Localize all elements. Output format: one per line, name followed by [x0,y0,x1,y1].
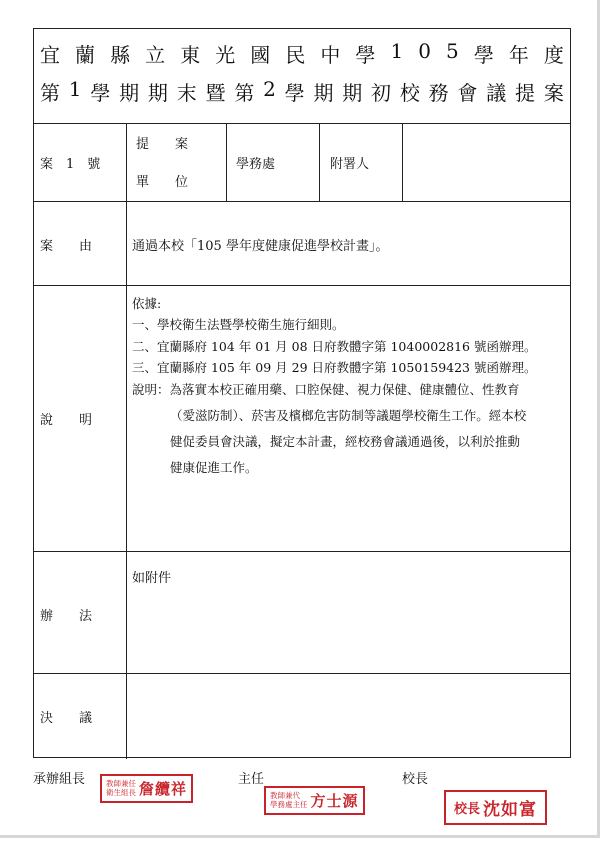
label-column-divider [126,123,127,759]
proposer-label-bottom: 單 位 [136,175,189,190]
title-line-1-char: 學 [473,43,494,67]
proposer-label-top: 提 案 [136,137,189,152]
title-line-2-char: 第 [234,81,255,105]
title-line-2-char: 暨 [205,81,226,105]
title-line-1-char: 蘭 [75,43,96,67]
title-line-1-char: 5 [446,39,459,63]
proposer-divider [226,123,227,201]
principal-seal-name: 沈如富 [483,800,538,820]
title-line-2-char: 學 [90,81,111,105]
title-line-2-char: 期 [342,81,363,105]
resolution-label: 決 議 [40,711,93,726]
cosign-label: 附署人 [330,157,370,172]
title-line-2-char: 初 [371,81,392,105]
title-line-1-char: 東 [180,43,201,67]
case-number-label: 案 1 號 [40,157,101,172]
title-line-2-char: 學 [284,81,305,105]
title-line-2 [34,77,570,106]
proposer-value: 學務處 [236,157,276,172]
principal-label: 校長 [402,772,429,787]
title-line-1-char: 國 [250,43,271,67]
basis-item: 二、宜蘭縣府 104 年 01 月 08 日府教體字第 1040002816 號函辦理。 [132,338,537,354]
reason-label: 案 由 [40,239,93,254]
basis-item: 一、學校衛生法暨學校衛生施行細則。 [132,317,345,333]
title-line-1-char: 年 [508,43,529,67]
basis-item: 三、宜蘭縣府 105 年 09 月 29 日府教體字第 1050159423 號函辦理。 [132,359,537,375]
title-line-2-char: 期 [313,81,334,105]
title-line-1-char: 光 [215,43,236,67]
divider-reason [34,285,570,286]
title-line-2-char: 案 [543,81,564,105]
note-line: 健促委員會決議，擬定本計畫，經校務會議通過後，以利於推動 [170,434,521,449]
title-line-1-char: 1 [390,39,404,63]
title-line-2-char: 提 [515,81,536,105]
title-line-1-char: 0 [418,39,431,63]
note-line: 說明：為落實本校正確用藥、口腔保健、視力保健、健康體位、性教育 [132,382,520,397]
organizer-seal-role: 衛生組長 [106,787,136,797]
director-label: 主任 [238,772,265,787]
method-label: 辦 法 [40,609,93,624]
reason-text: 通過本校「105 學年度健康促進學校計畫」。 [132,239,389,254]
note-line: 健康促進工作。 [170,460,258,475]
title-line-2-char: 1 [68,77,82,101]
cosign-divider [402,123,403,201]
note-block [132,377,526,481]
basis-title: 依據: [132,296,162,311]
title-line-1-char: 立 [145,43,166,67]
director-seal-role: 學務處主任 [270,799,308,809]
title-line-1-char: 縣 [110,43,131,67]
organizer-seal [100,774,193,803]
title-line-2-char: 校 [399,81,420,105]
organizer-seal-name: 詹纜祥 [139,780,188,798]
principal-seal [444,790,547,825]
director-seal [264,786,365,815]
basis-block [132,293,537,378]
note-line: （愛滋防制）、菸害及檳榔危害防制等議題學校衛生工作。經本校 [170,408,527,423]
title-line-2-char: 第 [40,81,60,105]
divider-explain [34,551,570,552]
title-line-1-char: 宜 [40,43,60,67]
title-line-2-char: 會 [457,81,478,105]
principal-seal-prefix: 校長 [454,802,481,817]
title-line-2-char: 期 [147,81,168,105]
title-line-1-char: 度 [543,43,564,67]
title-line-1 [34,39,570,68]
director-seal-name: 方士源 [310,792,359,810]
divider-case [34,201,570,202]
method-text: 如附件 [132,571,172,586]
proposal-form [33,28,571,758]
unit-divider [319,123,320,201]
organizer-label: 承辦組長 [33,772,86,787]
title-line-2-char: 末 [176,81,197,105]
title-line-1-char: 中 [320,43,341,67]
title-line-2-char: 務 [428,81,449,105]
organizer-seal-title: 教師兼任 [106,778,136,788]
divider-method [34,673,570,674]
explanation-label: 說 明 [40,413,93,428]
title-line-1-char: 民 [285,43,306,67]
title-line-2-char: 2 [263,77,276,101]
title-line-2-char: 議 [486,81,507,105]
title-line-1-char: 學 [355,43,376,67]
divider-title [34,123,570,124]
title-line-2-char: 期 [119,81,140,105]
director-seal-title: 教師兼代 [270,790,300,800]
